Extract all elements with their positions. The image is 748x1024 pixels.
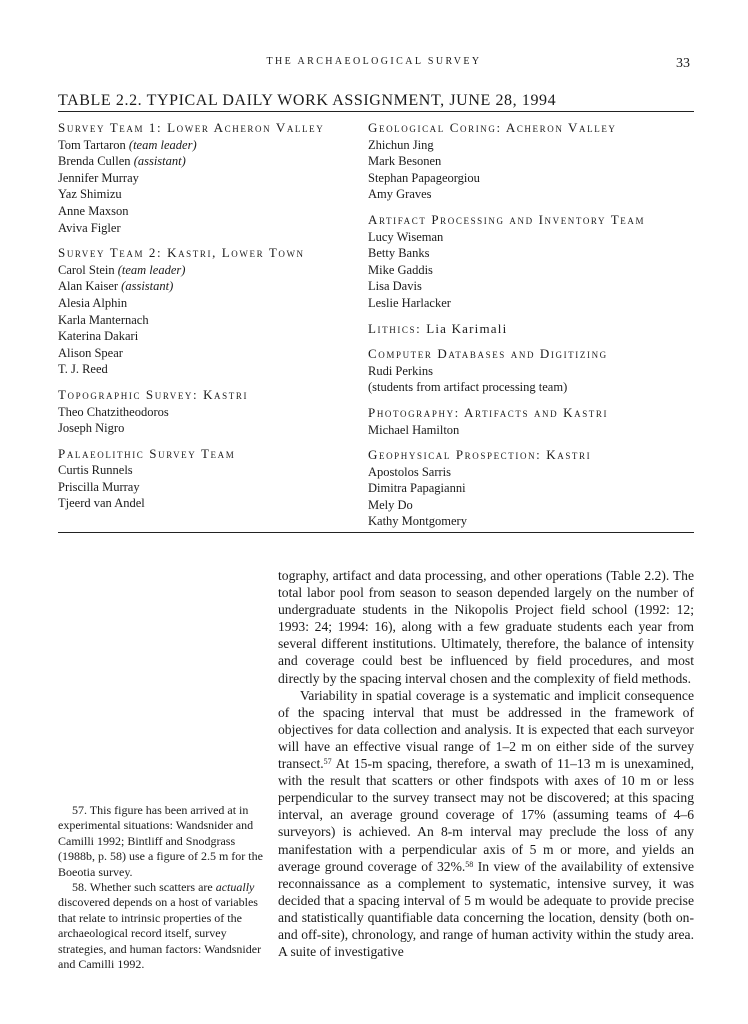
member-name: Anne Maxson — [58, 203, 129, 218]
team-member — [368, 278, 694, 295]
body-paragraph — [278, 567, 694, 687]
table-section — [368, 321, 694, 338]
member-name: Amy Graves — [368, 187, 432, 202]
team-member — [368, 262, 694, 279]
member-name: Tom Tartaron — [58, 137, 126, 152]
table-section — [58, 120, 358, 236]
section-heading — [368, 321, 694, 338]
team-member — [58, 361, 358, 378]
section-inline-member: Lia Karimali — [426, 320, 508, 336]
member-name: Mely Do — [368, 497, 413, 512]
footnote-ref: 58 — [465, 859, 474, 869]
member-name: Alesia Alphin — [58, 295, 128, 310]
section-heading — [368, 405, 694, 422]
team-member — [58, 312, 358, 329]
section-heading — [368, 346, 694, 363]
team-member — [58, 137, 358, 154]
member-name: (students from artifact processing team) — [368, 380, 568, 395]
team-member — [368, 497, 694, 514]
team-member — [58, 170, 358, 187]
team-member — [368, 464, 694, 481]
section-heading — [368, 447, 694, 464]
member-name: Lucy Wiseman — [368, 229, 444, 244]
member-name: Kathy Montgomery — [368, 514, 467, 529]
member-name: T. J. Reed — [58, 362, 108, 377]
text-run: Variability in spatial coverage is a systematic and implicit consequence of the spacing interval that must be addressed in the framework of objectives for data collection and analysis. It is expected that each surveyor will have an effective visual range of 1–2 m on either side of the survey transect. — [278, 687, 694, 772]
table-top-rule — [58, 111, 694, 112]
team-member — [368, 153, 694, 170]
text-run: 57. This figure has been arrived at in experimental situations: Wandsnider and Camilli 1992; Bintliff and Snodgrass (1988b, p. 58) use a figure of 2.5 m for the Boeotia survey. — [58, 803, 263, 879]
body-text — [278, 567, 694, 960]
section-heading-text: Survey Team 1: Lower Acheron Valley — [58, 120, 325, 135]
member-role: (team leader) — [117, 262, 186, 277]
member-name: Priscilla Murray — [58, 479, 140, 494]
team-member — [368, 363, 694, 380]
table-section — [368, 346, 694, 396]
table-right-column — [368, 120, 694, 539]
team-member — [368, 513, 694, 530]
section-heading — [58, 120, 358, 137]
team-member — [368, 480, 694, 497]
member-name: Yaz Shimizu — [58, 187, 122, 202]
team-member — [368, 170, 694, 187]
table-title: TABLE 2.2. TYPICAL DAILY WORK ASSIGNMENT, JUNE 28, 1994 — [58, 92, 557, 109]
footnotes — [58, 803, 263, 972]
member-name: Apostolos Sarris — [368, 464, 451, 479]
table-section — [58, 387, 358, 437]
team-member — [58, 495, 358, 512]
member-role: (assistant) — [121, 279, 174, 294]
body-paragraph — [278, 687, 694, 961]
member-name: Mike Gaddis — [368, 262, 433, 277]
team-member — [58, 220, 358, 237]
member-name: Alan Kaiser — [58, 279, 119, 294]
member-name: Curtis Runnels — [58, 463, 133, 478]
table-left-column — [58, 120, 358, 521]
footnote — [58, 803, 263, 880]
section-heading-text: Artifact Processing and Inventory Team — [368, 211, 646, 227]
team-member — [368, 137, 694, 154]
table-section — [368, 447, 694, 530]
team-member — [58, 462, 358, 479]
team-member — [368, 245, 694, 262]
emphasis: actually — [215, 880, 255, 895]
member-name: Jennifer Murray — [58, 170, 139, 185]
footnote-ref: 57 — [323, 757, 332, 767]
section-heading — [368, 120, 694, 137]
running-head: THE ARCHAEOLOGICAL SURVEY — [266, 56, 482, 67]
team-member — [58, 420, 358, 437]
table-section — [368, 212, 694, 312]
team-member — [58, 203, 358, 220]
table-section — [58, 245, 358, 378]
member-name: Lisa Davis — [368, 279, 422, 294]
section-heading-text: Photography: Artifacts and Kastri — [368, 404, 609, 420]
member-name: Karla Manternach — [58, 312, 149, 327]
team-member — [368, 295, 694, 312]
table-section — [58, 446, 358, 512]
team-member — [368, 229, 694, 246]
team-member — [58, 328, 358, 345]
team-member — [58, 295, 358, 312]
section-heading-text: Geological Coring: Acheron Valley — [368, 120, 617, 135]
member-name: Zhichun Jing — [368, 137, 434, 152]
member-name: Alison Spear — [58, 345, 123, 360]
section-heading-text: Survey Team 2: Kastri, Lower Town — [58, 245, 305, 261]
member-name: Joseph Nigro — [58, 421, 125, 436]
text-run: In view of the availability of extensive reconnaissance as a complement to systematic, intensive survey, it was decided that a spacing interval of 5 m would be adequate to provide precise and statistically quantifiable data concerning the location, density (both on- and off-site), chronology, and range of human activity within the study area. A suite of investigative — [278, 858, 694, 960]
member-name: Mark Besonen — [368, 154, 442, 169]
member-name: Carol Stein — [58, 262, 115, 277]
team-member — [368, 186, 694, 203]
team-member — [58, 345, 358, 362]
team-member — [368, 422, 694, 439]
section-heading — [58, 387, 358, 404]
team-member — [368, 379, 694, 396]
section-heading — [58, 245, 358, 262]
text-run: tography, artifact and data processing, and other operations (Table 2.2). The total labor pool from season to season depended largely on the number of undergraduate students in the Nikopolis Project field school (1992: 12; 1993: 24; 1994: 16), along with a few graduate students each year from several different institutions. Ultimately, therefore, the balance of intensity and coverage could best be influenced by field procedures, and most directly by the spacing interval chosen and the complexity of field methods. — [278, 568, 694, 686]
section-heading-text: Topographic Survey: Kastri — [58, 386, 249, 402]
member-name: Theo Chatzitheodoros — [58, 404, 169, 419]
member-name: Tjeerd van Andel — [58, 496, 145, 511]
member-name: Dimitra Papagianni — [368, 481, 466, 496]
section-heading-text: Palaeolithic Survey Team — [58, 445, 236, 461]
member-name: Aviva Figler — [58, 220, 121, 235]
team-member — [58, 278, 358, 295]
page-number: 33 — [676, 56, 690, 71]
member-name: Rudi Perkins — [368, 363, 433, 378]
table-bottom-rule — [58, 532, 694, 533]
table-section — [368, 120, 694, 203]
team-member — [58, 479, 358, 496]
section-heading — [58, 446, 358, 463]
team-member — [58, 262, 358, 279]
member-name: Leslie Harlacker — [368, 295, 451, 310]
section-heading-text: Computer Databases and Digitizing — [368, 346, 608, 362]
team-member — [58, 153, 358, 170]
section-heading — [368, 212, 694, 229]
member-name: Betty Banks — [368, 246, 430, 261]
team-member — [58, 186, 358, 203]
team-member — [58, 404, 358, 421]
text-run: discovered depends on a host of variables that relate to intrinsic properties of the archaeological record itself, survey strategies, and human factors: Wandsnider and Camilli 1992. — [58, 895, 262, 972]
section-heading-text: Lithics: — [368, 320, 422, 336]
text-run: At 15-m spacing, therefore, a swath of 11–13 m is unexamined, with the result that scatters or other findspots with axes of 10 m or less perpendicular to the survey transect may not be discovered; at this spacing interval, an average ground coverage of 17% (assuming teams of 4–6 surveyors) is achieved. An 8-m interval may preclude the loss of any manifestation with a perpendicular axis of 5 m or more, and yields an average ground coverage of 32%. — [278, 756, 694, 874]
member-name: Stephan Papageorgiou — [368, 170, 480, 185]
member-name: Brenda Cullen — [58, 154, 131, 169]
member-role: (team leader) — [128, 137, 197, 152]
footnote — [58, 880, 263, 972]
member-name: Michael Hamilton — [368, 422, 460, 437]
section-heading-text: Geophysical Prospection: Kastri — [368, 447, 592, 463]
member-role: (assistant) — [133, 154, 186, 169]
table-section — [368, 405, 694, 438]
member-name: Katerina Dakari — [58, 329, 139, 344]
text-run: 58. Whether such scatters are — [72, 880, 216, 895]
